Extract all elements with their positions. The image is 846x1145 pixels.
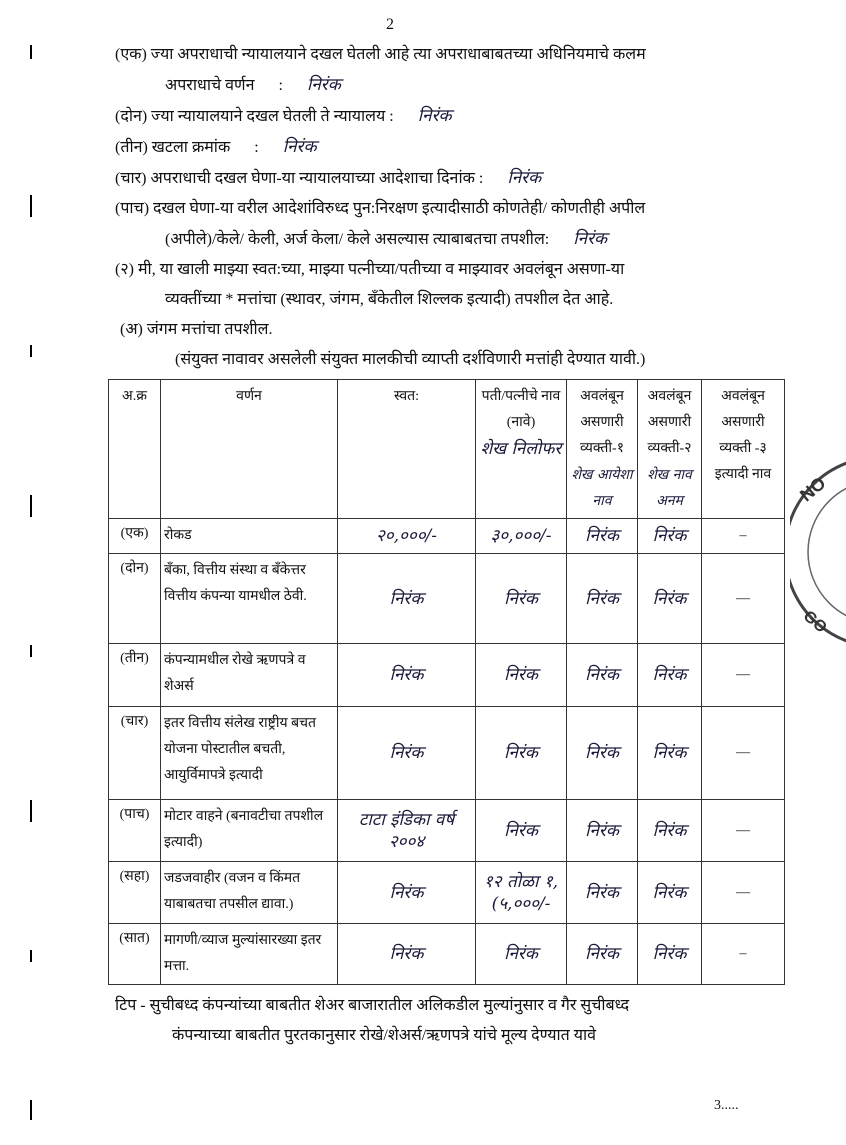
self-cell: निरंक	[338, 707, 476, 800]
description-cell: कंपन्यामधील रोखे ऋणपत्रे व शेअर्स	[161, 644, 338, 707]
svg-text:GO: GO	[799, 607, 830, 637]
margin-mark	[30, 800, 32, 822]
dependent-1-name-handwritten: शेख आयेशा नाव	[571, 467, 633, 509]
clause-don-line	[115, 105, 784, 128]
dependent-3-cell: —	[702, 554, 785, 644]
header-dependent-2	[638, 380, 702, 519]
description-cell: जडजवाहीर (वजन व किंमत याबाबतचा तपसील द्यावा.)	[161, 862, 338, 924]
handwritten-nil: निरंक	[306, 75, 341, 95]
note-line-1: टिप - सुचीबध्द कंपन्यांच्या बाबतीत शेअर बाजारातील अलिकडील मुल्यांनुसार व गैर सुचीबध्द	[115, 997, 630, 1014]
dependent-3-cell: –	[702, 924, 785, 985]
serial-cell: (दोन)	[109, 554, 161, 644]
colon: :	[278, 77, 283, 94]
header-self: स्वत:	[338, 380, 476, 519]
margin-mark	[30, 45, 32, 59]
joint-ownership-note: (संयुक्त नावावर असलेली संयुक्त मालकीची व्याप्ती दर्शविणारी मत्तांही देण्यात यावी.)	[175, 351, 646, 368]
description-cell: इतर वित्तीय संलेख राष्ट्रीय बचत योजना पोस्टातील बचती, आयुर्विमापत्रे इत्यादी	[161, 707, 338, 800]
clause-teen: (तीन) खटला क्रमांक	[115, 139, 231, 156]
header-dependent-2-label: अवलंबून असणारी व्यक्ती-२	[647, 389, 692, 456]
margin-mark	[30, 645, 32, 657]
table-row	[109, 644, 785, 707]
description-cell: मोटार वाहने (बनावटीचा तपशील इत्यादी)	[161, 800, 338, 862]
dependent-1-cell: निरंक	[567, 707, 638, 800]
clause-ek: (एक) ज्या अपराधाची न्यायालयाने दखल घेतली आहे त्या अपराधाबाबतच्या अधिनियमाचे कलम	[115, 46, 646, 63]
serial-cell: (एक)	[109, 519, 161, 554]
dependent-3-cell: —	[702, 800, 785, 862]
clause-pach: (पाच) दखल घेणा-या वरील आदेशांविरुध्द पुन:निरक्षण इत्यादीसाठी कोणतेही/ कोणतीही अपील	[115, 200, 646, 217]
dependent-3-cell: —	[702, 862, 785, 924]
header-spouse	[476, 380, 567, 519]
handwritten-nil: निरंक	[573, 229, 608, 249]
header-dependent-3: अवलंबून असणारी व्यक्ती -३ इत्यादी नाव	[702, 380, 785, 519]
self-cell: २०,०००/-	[338, 519, 476, 554]
next-page-marker: 3.....	[714, 1098, 739, 1113]
dependent-1-cell: निरंक	[567, 862, 638, 924]
dependent-2-cell: निरंक	[638, 924, 702, 985]
clause-teen-line	[115, 136, 784, 159]
offence-description-line	[165, 74, 784, 97]
margin-mark	[30, 1100, 32, 1120]
clause-don: (दोन) ज्या न्यायालयाने दखल घेतली ते न्यायालय :	[115, 108, 394, 125]
dependent-3-cell: —	[702, 707, 785, 800]
self-cell: निरंक	[338, 554, 476, 644]
movable-assets-table	[108, 379, 785, 985]
spouse-cell: निरंक	[476, 644, 567, 707]
self-cell: टाटा इंडिका वर्ष २००४	[338, 800, 476, 862]
self-cell: निरंक	[338, 924, 476, 985]
clause-char-line	[115, 167, 784, 190]
spouse-cell: निरंक	[476, 554, 567, 644]
dependent-1-cell: निरंक	[567, 519, 638, 554]
dependent-1-cell: निरंक	[567, 800, 638, 862]
spouse-cell: १२ तोळा १,(५,०००/-	[476, 862, 567, 924]
clause-pach-cont: (अपीले)/केले/ केली, अर्ज केला/ केले असल्यास त्याबाबतचा तपशील:	[165, 231, 550, 248]
serial-cell: (सात)	[109, 924, 161, 985]
spouse-cell: निरंक	[476, 707, 567, 800]
dependent-3-cell: –	[702, 519, 785, 554]
section-a-heading: (अ) जंगम मत्तांचा तपशील.	[120, 321, 273, 338]
dependent-1-cell: निरंक	[567, 924, 638, 985]
self-cell: निरंक	[338, 862, 476, 924]
serial-cell: (चार)	[109, 707, 161, 800]
dependent-2-cell: निरंक	[638, 554, 702, 644]
table-row	[109, 554, 785, 644]
dependent-3-cell: —	[702, 644, 785, 707]
header-description: वर्णन	[161, 380, 338, 519]
page-number: 2	[386, 16, 394, 33]
dependent-2-cell: निरंक	[638, 644, 702, 707]
header-dependent-1	[567, 380, 638, 519]
margin-mark	[30, 950, 32, 962]
dependent-1-cell: निरंक	[567, 644, 638, 707]
serial-cell: (तीन)	[109, 644, 161, 707]
notary-stamp	[790, 440, 846, 665]
handwritten-nil: निरंक	[417, 106, 452, 126]
serial-cell: (सहा)	[109, 862, 161, 924]
margin-mark	[30, 345, 32, 357]
dependent-2-cell: निरंक	[638, 800, 702, 862]
margin-mark	[30, 195, 32, 217]
dependent-1-cell: निरंक	[567, 554, 638, 644]
header-serial: अ.क्र	[109, 380, 161, 519]
spouse-name-handwritten: शेख निलोफर	[480, 439, 562, 459]
header-dependent-1-label: अवलंबून असणारी व्यक्ती-१	[580, 389, 624, 456]
handwritten-nil: निरंक	[282, 137, 317, 157]
header-spouse-label: पती/पत्नीचे नाव (नावे)	[481, 389, 561, 430]
serial-cell: (पाच)	[109, 800, 161, 862]
clause-pach-cont-line	[165, 228, 784, 251]
spouse-cell: निरंक	[476, 800, 567, 862]
dependent-2-cell: निरंक	[638, 707, 702, 800]
dependent-2-name-handwritten: शेख नाव अनम	[647, 467, 692, 509]
table-row	[109, 519, 785, 554]
table-row	[109, 924, 785, 985]
section-2: (२) मी, या खाली माझ्या स्वत:च्या, माझ्या पत्नीच्या/पतीच्या व माझ्यावर अवलंबून असणा-या	[115, 261, 625, 278]
offence-description-label: अपराधाचे वर्णन	[165, 77, 255, 94]
table-row	[109, 707, 785, 800]
description-cell: मागणी/व्याज मुल्यांसारख्या इतर मत्ता.	[161, 924, 338, 985]
table-header-row	[109, 380, 785, 519]
handwritten-nil: निरंक	[507, 168, 542, 188]
margin-mark	[30, 495, 32, 517]
dependent-2-cell: निरंक	[638, 862, 702, 924]
dependent-2-cell: निरंक	[638, 519, 702, 554]
spouse-cell: निरंक	[476, 924, 567, 985]
self-cell: निरंक	[338, 644, 476, 707]
description-cell: बँका, वित्तीय संस्था व बँकेत्तर वित्तीय कंपन्या यामधील ठेवी.	[161, 554, 338, 644]
clause-char: (चार) अपराधाची दखल घेणा-या न्यायालयाच्या आदेशाचा दिनांक :	[115, 170, 484, 187]
colon: :	[254, 139, 259, 156]
note-line-2: कंपन्याच्या बाबतीत पुरतकानुसार रोखे/शेअर्स/ऋणपत्रे यांचे मूल्य देण्यात यावे	[172, 1027, 597, 1044]
table-row	[109, 800, 785, 862]
svg-text:NO: NO	[796, 472, 830, 506]
section-2-cont: व्यक्तींच्या * मत्तांचा (स्थावर, जंगम, बँकेतील शिल्लक इत्यादी) तपशील देत आहे.	[165, 291, 614, 308]
table-row	[109, 862, 785, 924]
description-cell: रोकड	[161, 519, 338, 554]
spouse-cell: ३०,०००/-	[476, 519, 567, 554]
